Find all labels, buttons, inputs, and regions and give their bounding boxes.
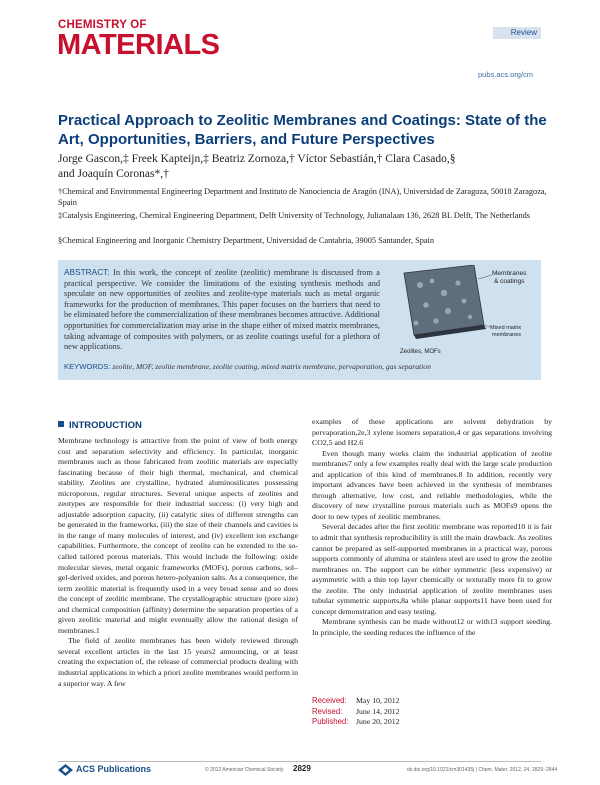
section-title: INTRODUCTION (69, 420, 142, 431)
abstract (64, 267, 380, 353)
right-paragraph-2: Even though many works claim the industrial application of zeolite membranes7 only a few examples really deal with the large scale production and application of this kind of membranes.8 In addition, recently very important advances have been achieved in the synthesis of membranes through alternative, low cost, and reliable methodologies, while the discovery of new crystalline porous materials such as MOFs9 opens the door to new types of zeolitic membranes. (312, 448, 552, 521)
journal-url-link[interactable]: pubs.acs.org/cm (478, 70, 534, 79)
footer-divider (58, 761, 541, 762)
right-paragraph-3: Several decades after the first zeolitic membrane was reported10 it is fair to admit that synthesis reproducibility is still the main drawback. As zeolites cannot be prepared as self-supported membranes in a practical way, porous supports commonly of alumina or stainless steel are used to grow the zeolite membranes on. The support can be either symmetric (less expensive) or asymmetric with a thin top layer chemically or texturally more fit to grow the zeolite. The only industrial application of zeolite membranes uses tubular symmetric supports,8a while planar supports11 have been used for concept demonstration and easy testing. (312, 522, 552, 616)
abstract-text: In this work, the concept of zeolite (zeolitic) membrane is discussed from a practical perspective. We consider the limitations of the existing synthesis methods and speculate on new opportunities of zeolites and zeolite-type materials such as metal organic frameworks for the production of membranes. This paper focuses on the barriers that need to be eliminated before the commercialization of these membranes becomes attractive. Additional opportunities for commercialization may arise in the shape either of mixed matrix membranes, taking advantage of composites with polymers, or as zeolite coatings useful for a plethora of new applications. (64, 268, 380, 352)
date-revised: Revised: June 14, 2012 (312, 706, 400, 716)
author-line-1: Jorge Gascon,‡ Freek Kapteijn,‡ Beatriz Zornoza,† Víctor Sebastián,† Clara Casado,§ (58, 153, 456, 165)
date-published: Published: June 20, 2012 (312, 717, 400, 726)
keywords-label: KEYWORDS: (64, 362, 111, 371)
right-paragraph-1: examples of these applications are solvent dehydration by pervaporation,2e,3 xylene isomers separation,4 or gas separations involving CO2,5 and H2.6 (312, 417, 552, 448)
affiliation-3: §Chemical Engineering and Inorganic Chemistry Department, Universidad de Cantabria, 39005 Santander, Spain (58, 236, 435, 245)
article-title: Practical Approach to Zeolitic Membranes and Coatings: State of the Art, Opportunities, Barriers, and Future Perspectives (58, 112, 547, 148)
left-column (58, 436, 298, 689)
date-received: Received: May 10, 2012 (312, 696, 400, 705)
left-paragraph-2: The field of zeolite membranes has been widely reviewed through several excellent articles in the last 15 years2 announcing, or at least creating the expectation of, the release of commercial products dealing with industrial applications in which a priori zeolite membranes would perform in a superior way. A few (58, 636, 298, 688)
article-type-badge: Review (493, 27, 541, 39)
affiliation-2: ‡Catalysis Engineering, Chemical Engineering Department, Delft University of Technology, Julianalaan 136, 2628 BL Delft, The Netherlands (58, 211, 530, 220)
author-list (58, 152, 518, 182)
copyright-notice: © 2012 American Chemical Society (205, 767, 284, 773)
affiliation-1: †Chemical and Environmental Engineering Department and Instituto de Nanociencia de Aragón (INA), Universidad de Zaragoza, 50018 Zaragoza, Spain (58, 187, 547, 207)
toc-label-zeolites: Zeolites, MOFs (400, 349, 441, 355)
toc-label-coatings: & coatings (494, 278, 525, 285)
right-column (312, 417, 552, 638)
right-paragraph-4: Membrane synthesis can be made without12 or with13 support seeding. In principle, the seeding reduces the influence of the (312, 617, 552, 637)
publisher-name[interactable]: ACS Publications (76, 764, 152, 774)
acs-logo-icon (58, 764, 73, 776)
journal-name-main: MATERIALS (57, 29, 220, 61)
section-heading (58, 420, 142, 431)
toc-graphic (386, 265, 536, 360)
left-paragraph-1: Membrane technology is attractive from the point of view of both energy cost and separation selectivity and efficiency. In particular, inorganic membranes such as those fabricated from zeolitic materials are especially fascinating because of their high thermal, mechanical, and chemical stability. Zeolites are crystalline, hydrated aluminosilicates possessing microporous, regular structures. Several unique aspects of zeolites and zeotypes are responsible for their industrial success: (i) very high and adjustable adsorption capacity, (ii) catalytic sites of different strengths can be generated in the frameworks, (iii) the size of their channels and cavities is in the range of many molecules of interest, and (iv) excellent ion exchange capabilities. Furthermore, the concept of zeolite can be extended to the so-called tailored porous materials. This would include the following: oxide molecular sieves, metal organic frameworks (MOFs), porous carbons, sol–gel-derived oxides, and porous hetero-polyanion salts. As a consequence, the term zeolitic material is frequently used in a very broad sense and so does the concept of zeolitic membrane. The crystallographic structure (pore size) and chemical composition (affinity) determine the separation properties of a given zeolitic material and might eventually allow the rational design of membranes.1 (58, 436, 298, 635)
toc-label-membranes: Membranes (492, 270, 527, 277)
keywords-text: zeolite, MOF, zeolite membrane, zeolite coating, mixed matrix membrane, pervaporation, gas separation (112, 362, 431, 371)
page-number: 2829 (293, 764, 311, 773)
article-dates (312, 696, 400, 728)
toc-label-mixed: Mixed matrix (490, 325, 522, 331)
section-bullet-icon (58, 421, 64, 427)
journal-name-top: CHEMISTRY OF (58, 19, 147, 31)
keywords (64, 362, 534, 371)
toc-label-mixed-2: membranes (492, 332, 522, 338)
abstract-label: ABSTRACT: (64, 267, 110, 277)
doi-citation[interactable]: dx.doi.org/10.1021/cm301435j | Chem. Mater. 2012, 24, 2829−2844 (407, 767, 558, 773)
author-line-2: and Joaquín Coronas*,† (58, 168, 169, 180)
